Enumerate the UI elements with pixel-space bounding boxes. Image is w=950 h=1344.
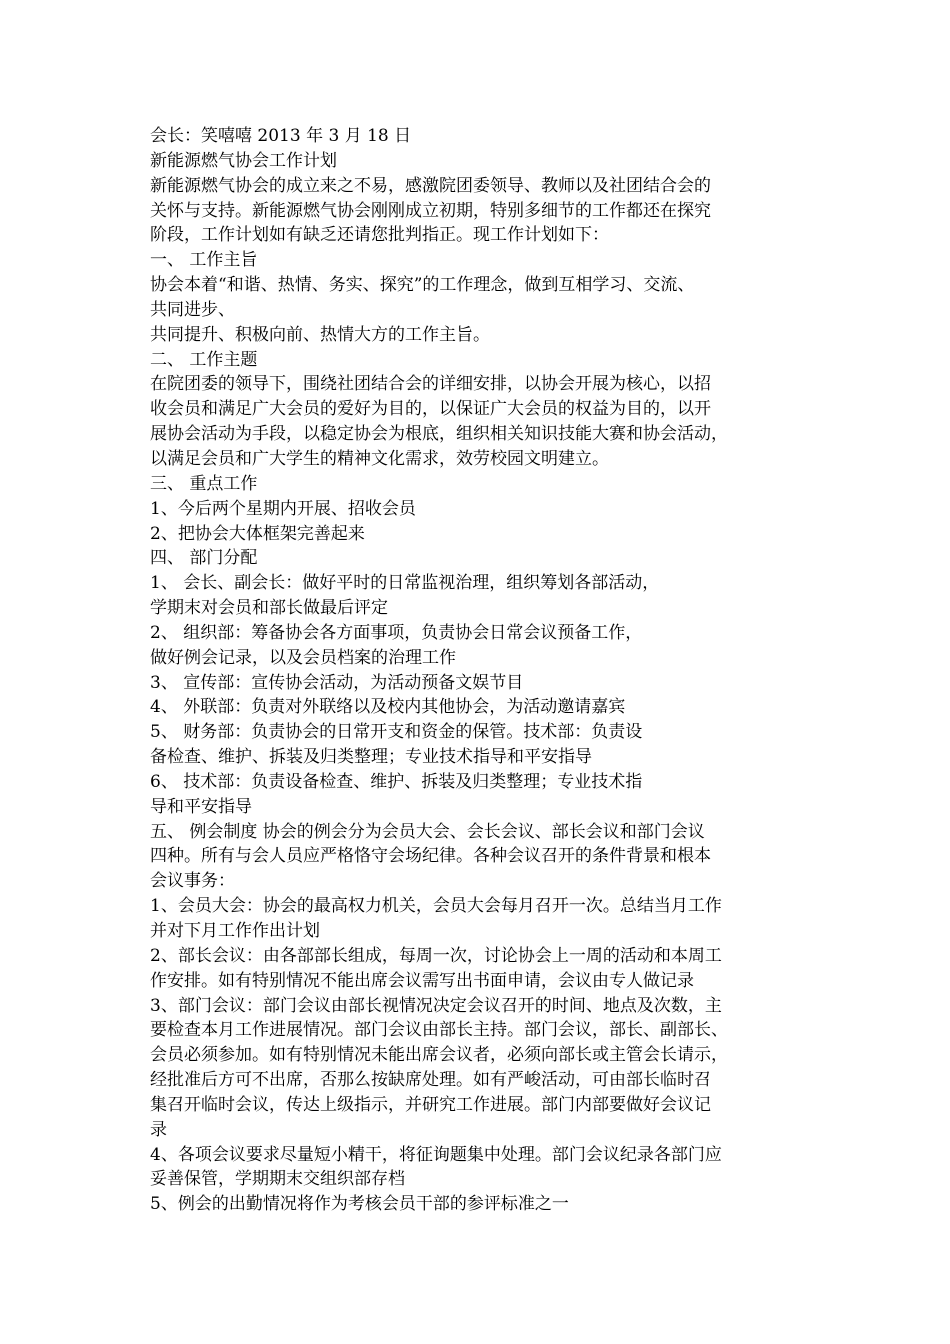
department-item: 3、 宣传部：宣传协会活动，为活动预备文娱节目 <box>150 672 524 693</box>
document-body <box>150 124 800 1217</box>
department-item: 6、 技术部：负责设备检查、维护、拆装及归类整理；专业技术指 <box>150 771 643 792</box>
meeting-item-cont: 经批准后方可不出席，否那么按缺席处理。如有严峻活动，可由部长临时召 <box>150 1070 711 1091</box>
purpose-line: 协会本着“和谐、热情、务实、探究”的工作理念，做到互相学习、交流、 <box>150 275 695 296</box>
department-item-cont: 导和平安指导 <box>150 796 252 817</box>
meeting-item: 3、部门会议：部门会议由部长视情况决定会议召开的时间、地点及次数，主 <box>150 995 722 1016</box>
meeting-item-cont: 妥善保管，学期期末交组织部存档 <box>150 1169 405 1190</box>
meeting-item-cont: 并对下月工作作出计划 <box>150 921 320 941</box>
theme-line: 展协会活动为手段，以稳定协会为根底，组织相关知识技能大赛和协会活动， <box>150 424 728 445</box>
meeting-item-cont: 作安排。如有特别情况不能出席会议需写出书面申请，会议由专人做记录 <box>150 970 694 991</box>
section-heading-departments: 四、 部门分配 <box>150 548 258 569</box>
department-item: 5、 财务部：负责协会的日常开支和资金的保管。技术部：负责设 <box>150 722 643 743</box>
meeting-item: 1、会员大会：协会的最高权力机关，会员大会每月召开一次。总结当月工作 <box>150 896 722 917</box>
section-heading-purpose: 一、 工作主旨 <box>150 250 258 271</box>
meeting-item-cont: 要检查本月工作进展情况。部门会议由部长主持。部门会议，部长、副部长、 <box>150 1020 728 1041</box>
department-item: 1、 会长、副会长：做好平时的日常监视治理，组织筹划各部活动， <box>150 573 660 594</box>
header-president-date: 会长：笑嘻嘻 2013 年 3 月 18 日 <box>150 126 412 146</box>
department-item: 2、 组织部：筹备协会各方面事项，负责协会日常会议预备工作， <box>150 622 643 643</box>
section-heading-theme: 二、 工作主题 <box>150 349 258 370</box>
purpose-line: 共同进步、 <box>150 299 235 320</box>
department-item: 4、 外联部：负责对外联络以及校内其他协会，为活动邀请嘉宾 <box>150 697 626 718</box>
meetings-line: 会议事务： <box>150 871 235 892</box>
meeting-item: 5、例会的出勤情况将作为考核会员干部的参评标准之一 <box>150 1194 569 1215</box>
meetings-line: 四种。所有与会人员应严格恪守会场纪律。各种会议召开的条件背景和根本 <box>150 846 711 867</box>
meeting-item: 2、部长会议：由各部部长组成，每周一次，讨论协会上一周的活动和本周工 <box>150 945 722 966</box>
intro-paragraph-line: 阶段，工作计划如有缺乏还请您批判指正。现工作计划如下： <box>150 225 609 246</box>
purpose-line: 共同提升、积极向前、热情大方的工作主旨。 <box>150 324 490 345</box>
meeting-item-cont: 集召开临时会议，传达上级指示，并研究工作进展。部门内部要做好会议记 <box>150 1094 711 1115</box>
meeting-item-cont: 会员必须参加。如有特别情况未能出席会议者，必须向部长或主管会长请示， <box>150 1045 728 1066</box>
theme-line: 收会员和满足广大会员的爱好为目的，以保证广大会员的权益为目的，以开 <box>150 399 711 420</box>
theme-line: 在院团委的领导下，围绕社团结合会的详细安排，以协会开展为核心，以招 <box>150 374 711 395</box>
department-item-cont: 做好例会记录，以及会员档案的治理工作 <box>150 647 456 668</box>
meeting-item: 4、各项会议要求尽量短小精干，将征询题集中处理。部门会议纪录各部门应 <box>150 1144 722 1165</box>
key-work-item: 1、今后两个星期内开展、招收会员 <box>150 498 416 519</box>
department-item-cont: 学期末对会员和部长做最后评定 <box>150 598 388 619</box>
intro-paragraph-line: 关怀与支持。新能源燃气协会刚刚成立初期，特别多细节的工作都还在探究 <box>150 200 711 221</box>
key-work-item: 2、把协会大体框架完善起来 <box>150 523 365 544</box>
document-title: 新能源燃气协会工作计划 <box>150 150 337 171</box>
intro-paragraph-line: 新能源燃气协会的成立来之不易，感激院团委领导、教师以及社团结合会的 <box>150 175 711 196</box>
section-heading-key-work: 三、 重点工作 <box>150 473 258 494</box>
department-item-cont: 备检查、维护、拆装及归类整理；专业技术指导和平安指导 <box>150 747 592 768</box>
meeting-item-cont: 录 <box>150 1119 167 1140</box>
theme-line: 以满足会员和广大学生的精神文化需求，效劳校园文明建立。 <box>150 448 609 469</box>
section-heading-meetings: 五、 例会制度 协会的例会分为会员大会、会长会议、部长会议和部门会议 <box>150 821 705 842</box>
